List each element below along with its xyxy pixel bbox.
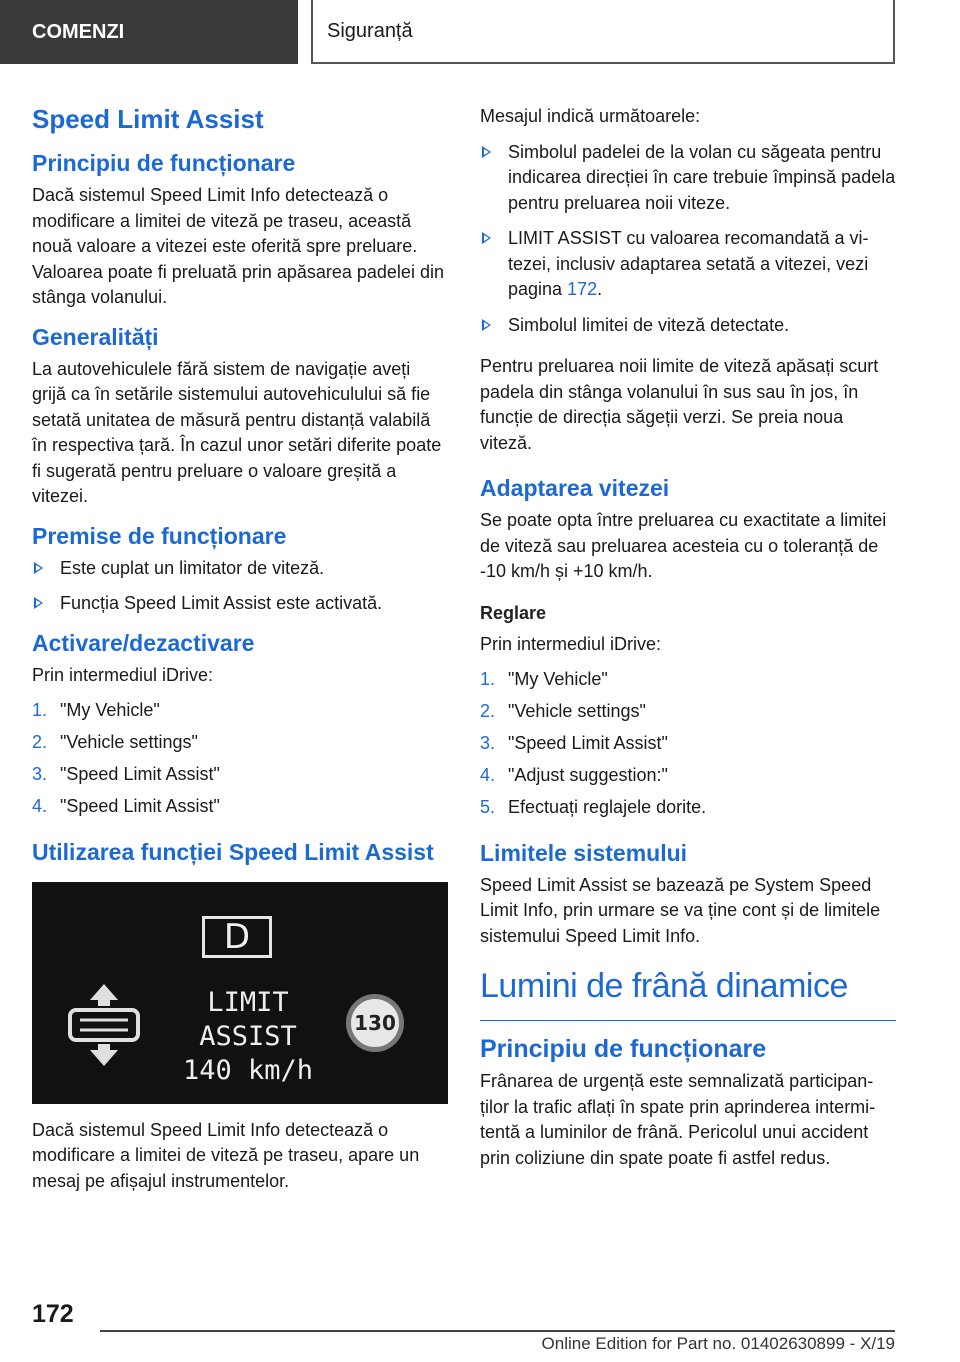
step-number: 2. — [32, 732, 48, 752]
section-heading: Premise de funcționare — [32, 522, 287, 549]
step-number: 5. — [480, 797, 496, 817]
right-column — [480, 104, 896, 1183]
bullet-text: LIMIT ASSIST cu valoarea recomandată a vitezei, inclusiv adaptarea setată a vitezei, vezi pagina — [508, 228, 869, 299]
bullet-text: . — [597, 279, 603, 299]
step-text: "Speed Limit Assist" — [60, 796, 220, 816]
list-item — [32, 730, 448, 756]
paragraph: Dacă sistemul Speed Limit Info detectează o modificare a limitei de viteză pe traseu, această nouă valoare a vitezei este oferită spre preluare. Valoarea poate fi preluată prin apăsarea padelei din stânga volanului. — [32, 185, 444, 307]
gear-indicator: D — [202, 916, 272, 958]
header-chapter-label: Siguranță — [327, 19, 413, 42]
footer-divider — [100, 1330, 895, 1332]
paragraph: Mesajul indică următoarele: — [480, 106, 701, 126]
paddle-arrows-icon — [62, 982, 146, 1068]
bullet-item — [480, 140, 896, 217]
paragraph: Dacă sistemul Speed Limit Info detectează o modificare a limitei de viteză pe traseu, apare un mesaj pe afișajul instrumentelor. — [32, 1119, 420, 1191]
paragraph: Frânarea de urgență este semnalizată participanților la trafic aflați în spate prin aprinderea intermitentă a luminilor de frână. Pericolul unui accident prin coliziune din spate poate fi astfel redus. — [480, 1071, 876, 1168]
list-item — [32, 794, 448, 820]
section-heading: Limitele sistemului — [480, 839, 688, 866]
header-section-label: COMENZI — [32, 20, 125, 43]
section-heading: Utilizarea funcției Speed Limit Assist — [32, 838, 434, 865]
page-title: Speed Limit Assist — [32, 104, 264, 134]
list-item — [480, 731, 896, 757]
section-heading: Principiu de funcționare — [32, 150, 296, 176]
bullet-item — [32, 556, 448, 582]
footer-edition: Online Edition for Part no. 01402630899 - X/19 — [541, 1334, 895, 1353]
paragraph: Pentru preluarea noii limite de viteză apăsați scurt padela din stânga volanului în sus sau în jos, în funcție de direcția săgeții verzi. Se preia noua viteză. — [480, 356, 879, 453]
triangle-bullet-icon — [482, 319, 491, 331]
step-number: 4. — [32, 796, 48, 816]
left-column — [32, 100, 448, 1206]
step-number: 2. — [480, 701, 496, 721]
bullet-text: Simbolul padelei de la volan cu săgeata pentru indicarea direcției în care trebuie împinsă padela pentru preluarea noii viteze. — [508, 141, 896, 213]
step-text: "My Vehicle" — [60, 700, 160, 720]
subheading: Reglare — [480, 602, 547, 623]
paragraph: Prin intermediul iDrive: — [480, 633, 662, 654]
step-text: Efectuați reglajele dorite. — [508, 797, 707, 817]
chapter-title: Lumini de frână dinamice — [480, 967, 896, 1021]
speed-limit-sign-icon: 130 — [346, 994, 404, 1052]
section-heading: Generalități — [32, 323, 159, 350]
header-section-tab — [0, 0, 298, 64]
triangle-bullet-icon — [34, 562, 43, 574]
bullet-item — [32, 591, 448, 617]
step-text: "Vehicle settings" — [508, 701, 646, 721]
step-text: "My Vehicle" — [508, 669, 608, 689]
list-item — [480, 763, 896, 789]
list-item — [480, 667, 896, 693]
page-reference-link[interactable]: 172 — [567, 279, 598, 299]
list-item — [32, 698, 448, 724]
step-text: "Speed Limit Assist" — [60, 764, 220, 784]
list-item — [32, 762, 448, 788]
paragraph: Se poate opta între preluarea cu exactitate a limitei de viteză sau preluarea acesteia cu o toleranță de -10 km/h și +10 km/h. — [480, 510, 887, 581]
header-chapter-tab — [311, 0, 895, 64]
triangle-bullet-icon — [482, 232, 491, 244]
limit-assist-readout — [162, 986, 334, 1088]
page-number: 172 — [32, 1300, 74, 1328]
limit-assist-speed: 140 km/h — [182, 1054, 314, 1086]
bullet-text: Este cuplat un limitator de viteză. — [60, 557, 325, 578]
triangle-bullet-icon — [482, 146, 491, 158]
step-text: "Speed Limit Assist" — [508, 733, 668, 753]
step-text: "Vehicle settings" — [60, 732, 198, 752]
bullet-item — [480, 226, 896, 303]
bullet-item — [480, 313, 896, 339]
limit-assist-label: LIMIT ASSIST — [199, 986, 297, 1052]
bullet-text: Funcția Speed Limit Assist este activată. — [60, 593, 383, 613]
section-heading: Adaptarea vitezei — [480, 475, 670, 501]
section-heading: Principiu de funcționare — [480, 1035, 767, 1063]
step-number: 1. — [32, 700, 48, 720]
section-heading: Activare/dezactivare — [32, 629, 255, 656]
instrument-display-image — [32, 882, 448, 1104]
triangle-bullet-icon — [34, 597, 43, 609]
step-number: 3. — [32, 764, 48, 784]
step-number: 1. — [480, 669, 496, 689]
bullet-text: Simbolul limitei de viteză detectate. — [508, 314, 790, 335]
list-item — [480, 699, 896, 725]
list-item — [480, 795, 896, 821]
step-text: "Adjust suggestion:" — [508, 765, 668, 785]
paragraph: Speed Limit Assist se bazează pe System Speed Limit Info, prin urmare se va ține cont și de limitele sistemului Speed Limit Info. — [480, 874, 881, 946]
step-number: 3. — [480, 733, 496, 753]
paragraph: Prin intermediul iDrive: — [32, 664, 214, 685]
step-number: 4. — [480, 765, 496, 785]
paragraph: La autovehiculele fără sistem de navigație aveți grijă ca în setările sistemului autovehiculului să fie setată unitatea de măsură pentru distanță valabilă în respectiva țară. În cazul unor setări diferite poate fi sugerată pentru preluare o valoare greșită a vitezei. — [32, 358, 442, 506]
